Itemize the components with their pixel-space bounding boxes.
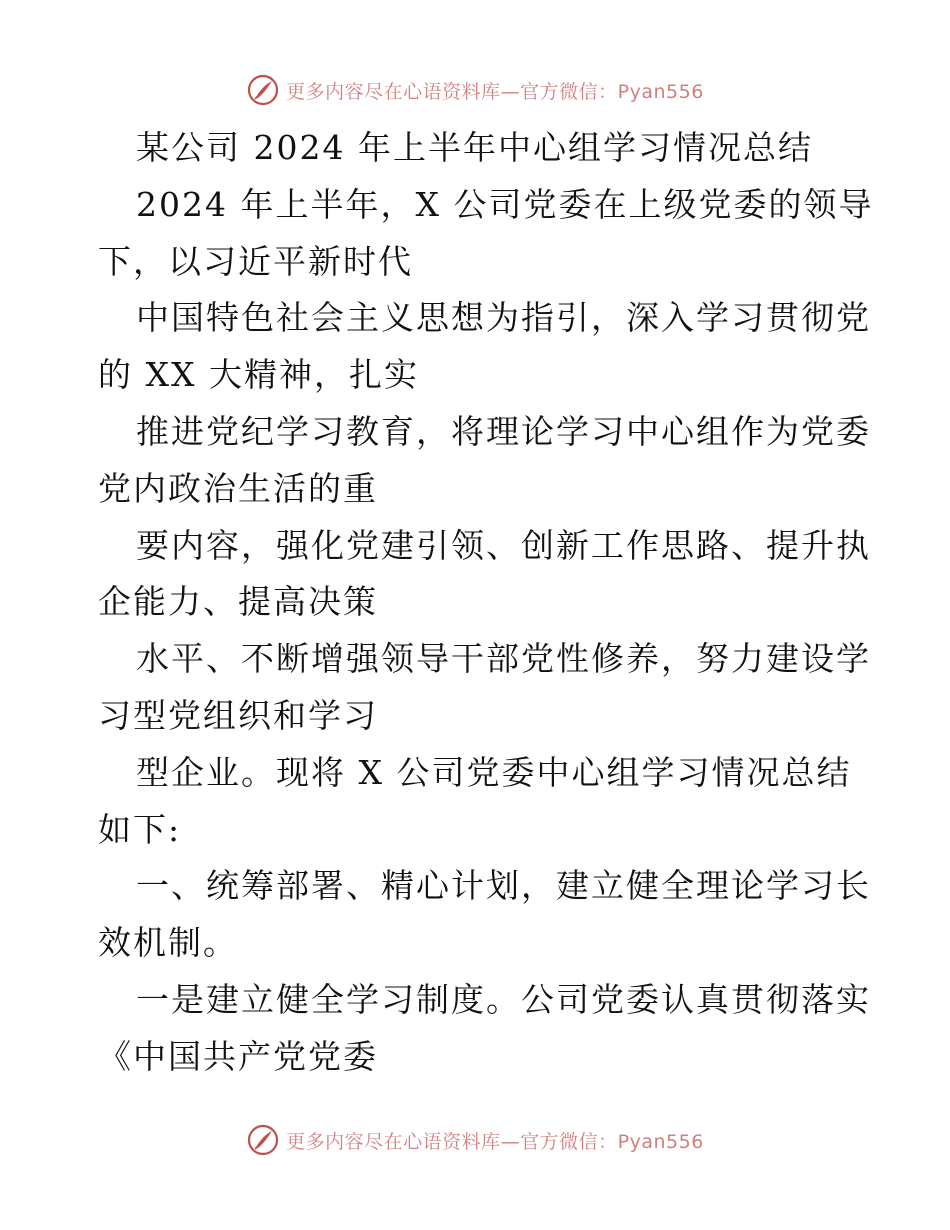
watermark-text: 更多内容尽在心语资料库—官方微信：Pyan556	[286, 1130, 704, 1153]
text-line: 如下:	[98, 809, 182, 849]
watermark-banner-bottom	[0, 1120, 950, 1160]
text-line: 推进党纪学习教育，将理论学习中心组作为党委	[136, 411, 871, 451]
text-line: 《中国共产党党委	[98, 1036, 378, 1076]
text-line: 习型党组织和学习	[98, 695, 378, 735]
text-line: 的 XX 大精神，扎实	[98, 355, 419, 395]
document-body	[98, 120, 874, 1086]
text-line: 一是建立健全学习制度。公司党委认真贯彻落实	[136, 979, 871, 1019]
text-line: 某公司 2024 年上半年中心组学习情况总结	[136, 128, 813, 167]
text-line: 效机制。	[98, 923, 238, 963]
text-line: 下，以习近平新时代	[98, 241, 413, 281]
text-line: 一、统筹部署、精心计划，建立健全理论学习长	[136, 866, 871, 906]
text-line: 党内政治生活的重	[98, 468, 378, 508]
text-line: 中国特色社会主义思想为指引，深入学习贯彻党	[136, 298, 871, 338]
watermark-text: 更多内容尽在心语资料库—官方微信：Pyan556	[286, 80, 704, 103]
text-line: 水平、不断增强领导干部党性修养，努力建设学	[136, 639, 871, 679]
watermark-banner-top	[0, 70, 950, 110]
text-line: 要内容，强化党建引领、创新工作思路、提升执	[136, 525, 871, 565]
text-line: 型企业。现将 X 公司党委中心组学习情况总结	[136, 752, 852, 792]
text-line: 企能力、提高决策	[98, 582, 378, 622]
text-line: 2024 年上半年，X 公司党委在上级党委的领导	[136, 184, 874, 224]
feather-quill-logo-icon	[246, 1123, 280, 1157]
feather-quill-logo-icon	[246, 73, 280, 107]
